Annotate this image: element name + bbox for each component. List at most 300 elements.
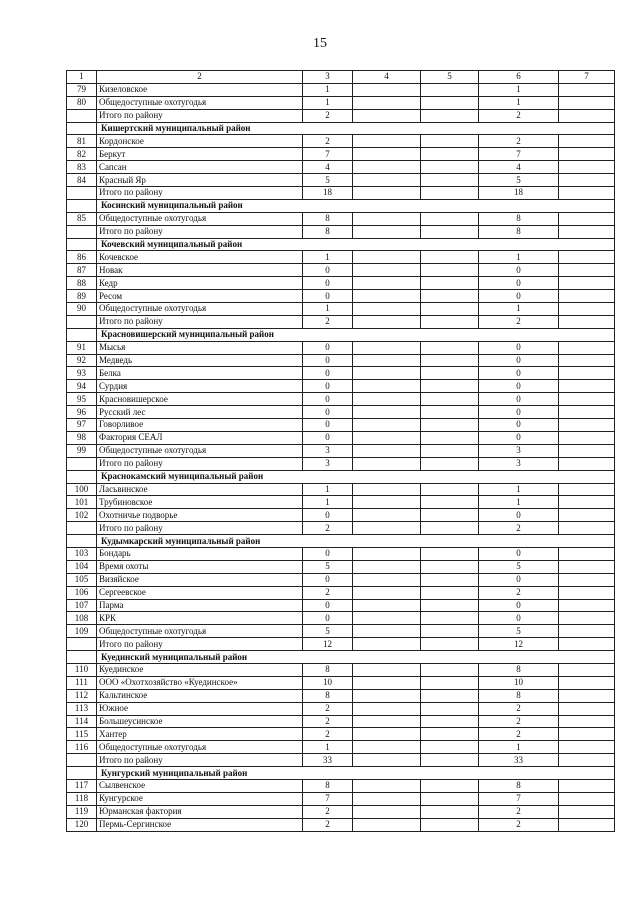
district-title: Красновишерский муниципальный район bbox=[97, 328, 615, 341]
table-cell-col-2: Хантер bbox=[97, 728, 303, 741]
table-cell-col-6: 1 bbox=[479, 303, 559, 316]
table-cell-col-1 bbox=[67, 457, 97, 470]
table-cell-col-5 bbox=[421, 612, 479, 625]
table-cell-col-7 bbox=[559, 367, 615, 380]
table-cell-col-1 bbox=[67, 638, 97, 651]
table-cell-col-6: 0 bbox=[479, 290, 559, 303]
table-body bbox=[67, 71, 615, 832]
table-cell-col-7 bbox=[559, 109, 615, 122]
table-cell-col-6: 2 bbox=[479, 522, 559, 535]
table-row bbox=[67, 547, 615, 560]
table-cell-col-2: Мысья bbox=[97, 341, 303, 354]
table-cell-col-1: 80 bbox=[67, 96, 97, 109]
table-cell-col-5 bbox=[421, 174, 479, 187]
table-cell-col-5 bbox=[421, 161, 479, 174]
table-cell-col-4 bbox=[353, 689, 421, 702]
table-cell-col-1: 91 bbox=[67, 341, 97, 354]
table-cell-col-7 bbox=[559, 779, 615, 792]
table-cell-col-3: 18 bbox=[303, 187, 353, 200]
table-cell-col-4 bbox=[353, 290, 421, 303]
district-group-row bbox=[67, 767, 615, 780]
table-cell-col-5 bbox=[421, 277, 479, 290]
table-cell-col-2: Куединское bbox=[97, 663, 303, 676]
table-cell-col-6: 10 bbox=[479, 676, 559, 689]
table-row bbox=[67, 599, 615, 612]
table-cell-col-2: Итого по району bbox=[97, 457, 303, 470]
table-cell-col-1: 95 bbox=[67, 393, 97, 406]
table-cell-col-1: 87 bbox=[67, 264, 97, 277]
table-cell-col-2: Кунгурское bbox=[97, 792, 303, 805]
table-cell-col-6: 0 bbox=[479, 419, 559, 432]
table-cell-col-7 bbox=[559, 354, 615, 367]
table-cell-col-4 bbox=[353, 393, 421, 406]
table-cell-col-4 bbox=[353, 457, 421, 470]
table-cell-col-2: Медведь bbox=[97, 354, 303, 367]
table-cell-col-7 bbox=[559, 457, 615, 470]
table-cell-col-1: 83 bbox=[67, 161, 97, 174]
row-number-cell bbox=[67, 238, 97, 251]
table-cell-col-5 bbox=[421, 663, 479, 676]
table-cell-col-2: Трубиновское bbox=[97, 496, 303, 509]
table-cell-col-1: 119 bbox=[67, 805, 97, 818]
table-cell-col-4 bbox=[353, 625, 421, 638]
table-cell-col-2: Юрманская фактория bbox=[97, 805, 303, 818]
table-cell-col-7 bbox=[559, 586, 615, 599]
table-cell-col-2: Итого по району bbox=[97, 109, 303, 122]
table-cell-col-4 bbox=[353, 303, 421, 316]
table-cell-col-3: 5 bbox=[303, 174, 353, 187]
district-title: Кунгурский муниципальный район bbox=[97, 767, 615, 780]
table-cell-col-1: 106 bbox=[67, 586, 97, 599]
table-cell-col-1: 97 bbox=[67, 419, 97, 432]
table-cell-col-7 bbox=[559, 689, 615, 702]
table-cell-col-4 bbox=[353, 573, 421, 586]
table-cell-col-6: 3 bbox=[479, 444, 559, 457]
table-cell-col-5 bbox=[421, 135, 479, 148]
table-cell-col-5 bbox=[421, 303, 479, 316]
table-cell-col-5 bbox=[421, 560, 479, 573]
table-cell-col-6: 4 bbox=[479, 161, 559, 174]
table-cell-col-1: 105 bbox=[67, 573, 97, 586]
table-cell-col-2: Итого по району bbox=[97, 225, 303, 238]
table-cell-col-3: 0 bbox=[303, 599, 353, 612]
table-cell-col-4 bbox=[353, 612, 421, 625]
district-group-row bbox=[67, 535, 615, 548]
table-row bbox=[67, 277, 615, 290]
table-cell-col-7 bbox=[559, 380, 615, 393]
table-cell-col-6: 8 bbox=[479, 225, 559, 238]
table-cell-col-6: 2 bbox=[479, 586, 559, 599]
table-cell-col-5 bbox=[421, 419, 479, 432]
table-cell-col-5 bbox=[421, 547, 479, 560]
table-cell-col-4 bbox=[353, 496, 421, 509]
table-cell-col-4 bbox=[353, 341, 421, 354]
table-cell-col-5 bbox=[421, 83, 479, 96]
table-cell-col-6: 2 bbox=[479, 702, 559, 715]
table-row bbox=[67, 380, 615, 393]
table-row bbox=[67, 187, 615, 200]
table-cell-col-3: 1 bbox=[303, 96, 353, 109]
table-cell-col-1: 109 bbox=[67, 625, 97, 638]
table-row bbox=[67, 367, 615, 380]
table-cell-col-4 bbox=[353, 522, 421, 535]
table-row bbox=[67, 354, 615, 367]
table-cell-col-4 bbox=[353, 547, 421, 560]
district-group-row bbox=[67, 122, 615, 135]
table-cell-col-2: ООО «Охотхозяйство «Куединское» bbox=[97, 676, 303, 689]
table-cell-col-6: 0 bbox=[479, 431, 559, 444]
table-row bbox=[67, 431, 615, 444]
table-cell-col-6: 0 bbox=[479, 393, 559, 406]
table-cell-col-4 bbox=[353, 638, 421, 651]
table-cell-col-6: 8 bbox=[479, 212, 559, 225]
table-cell-col-7 bbox=[559, 818, 615, 831]
table-cell-col-3: 0 bbox=[303, 380, 353, 393]
table-cell-col-4 bbox=[353, 419, 421, 432]
table-cell-col-1: 101 bbox=[67, 496, 97, 509]
table-cell-col-4 bbox=[353, 509, 421, 522]
table-cell-col-2: Сапсан bbox=[97, 161, 303, 174]
table-cell-col-5 bbox=[421, 444, 479, 457]
table-cell-col-2: Сурдия bbox=[97, 380, 303, 393]
district-group-row bbox=[67, 199, 615, 212]
table-row bbox=[67, 96, 615, 109]
table-cell-col-2: Кочевское bbox=[97, 251, 303, 264]
table-cell-col-2: Красный Яр bbox=[97, 174, 303, 187]
table-cell-col-5 bbox=[421, 818, 479, 831]
table-cell-col-3: 0 bbox=[303, 509, 353, 522]
table-row bbox=[67, 161, 615, 174]
table-row bbox=[67, 135, 615, 148]
row-number-cell bbox=[67, 328, 97, 341]
table-cell-col-2: Время охоты bbox=[97, 560, 303, 573]
district-title: Кишертский муниципальный район bbox=[97, 122, 615, 135]
table-cell-col-2: Кордонское bbox=[97, 135, 303, 148]
table-row bbox=[67, 251, 615, 264]
table-cell-col-2: Парма bbox=[97, 599, 303, 612]
header-cell-4: 4 bbox=[353, 71, 421, 84]
table-cell-col-2: Бондарь bbox=[97, 547, 303, 560]
table-cell-col-4 bbox=[353, 367, 421, 380]
table-row bbox=[67, 264, 615, 277]
table-cell-col-7 bbox=[559, 161, 615, 174]
table-cell-col-5 bbox=[421, 251, 479, 264]
table-cell-col-7 bbox=[559, 225, 615, 238]
table-cell-col-3: 0 bbox=[303, 419, 353, 432]
table-cell-col-7 bbox=[559, 264, 615, 277]
table-cell-col-5 bbox=[421, 792, 479, 805]
table-cell-col-7 bbox=[559, 702, 615, 715]
table-cell-col-6: 2 bbox=[479, 818, 559, 831]
table-cell-col-1: 92 bbox=[67, 354, 97, 367]
table-cell-col-4 bbox=[353, 251, 421, 264]
table-cell-col-1: 107 bbox=[67, 599, 97, 612]
table-cell-col-4 bbox=[353, 212, 421, 225]
table-cell-col-7 bbox=[559, 715, 615, 728]
table-cell-col-2: Сергеевское bbox=[97, 586, 303, 599]
table-cell-col-6: 0 bbox=[479, 341, 559, 354]
table-cell-col-2: Кизеловское bbox=[97, 83, 303, 96]
table-cell-col-2: Фактория СЕАЛ bbox=[97, 431, 303, 444]
table-cell-col-2: Белка bbox=[97, 367, 303, 380]
table-cell-col-5 bbox=[421, 586, 479, 599]
table-cell-col-2: Пермь-Сергинское bbox=[97, 818, 303, 831]
row-number-cell bbox=[67, 535, 97, 548]
table-cell-col-4 bbox=[353, 805, 421, 818]
table-cell-col-1: 79 bbox=[67, 83, 97, 96]
table-header-row bbox=[67, 71, 615, 84]
table-cell-col-7 bbox=[559, 315, 615, 328]
table-cell-col-6: 12 bbox=[479, 638, 559, 651]
table-cell-col-2: Итого по району bbox=[97, 754, 303, 767]
table-cell-col-4 bbox=[353, 380, 421, 393]
table-row bbox=[67, 779, 615, 792]
table-cell-col-2: Визяйское bbox=[97, 573, 303, 586]
header-cell-2: 2 bbox=[97, 71, 303, 84]
table-cell-col-3: 33 bbox=[303, 754, 353, 767]
table-cell-col-6: 0 bbox=[479, 354, 559, 367]
table-cell-col-6: 18 bbox=[479, 187, 559, 200]
table-cell-col-7 bbox=[559, 754, 615, 767]
table-cell-col-4 bbox=[353, 792, 421, 805]
table-cell-col-7 bbox=[559, 792, 615, 805]
table-cell-col-5 bbox=[421, 457, 479, 470]
table-cell-col-1: 112 bbox=[67, 689, 97, 702]
table-cell-col-1: 93 bbox=[67, 367, 97, 380]
table-cell-col-1: 100 bbox=[67, 483, 97, 496]
table-cell-col-6: 3 bbox=[479, 457, 559, 470]
table-cell-col-3: 1 bbox=[303, 483, 353, 496]
table-cell-col-1: 108 bbox=[67, 612, 97, 625]
district-title: Куединский муниципальный район bbox=[97, 651, 615, 664]
table-cell-col-7 bbox=[559, 612, 615, 625]
table-cell-col-5 bbox=[421, 290, 479, 303]
table-cell-col-7 bbox=[559, 599, 615, 612]
table-cell-col-6: 0 bbox=[479, 277, 559, 290]
table-cell-col-3: 10 bbox=[303, 676, 353, 689]
table-cell-col-2: Кедр bbox=[97, 277, 303, 290]
table-cell-col-7 bbox=[559, 303, 615, 316]
table-cell-col-2: Красновишерское bbox=[97, 393, 303, 406]
district-title: Кочевский муниципальный район bbox=[97, 238, 615, 251]
table-cell-col-3: 8 bbox=[303, 212, 353, 225]
table-cell-col-4 bbox=[353, 599, 421, 612]
table-cell-col-5 bbox=[421, 406, 479, 419]
table-cell-col-5 bbox=[421, 689, 479, 702]
table-cell-col-6: 2 bbox=[479, 728, 559, 741]
table-row bbox=[67, 315, 615, 328]
table-row bbox=[67, 419, 615, 432]
table-cell-col-3: 2 bbox=[303, 715, 353, 728]
table-cell-col-1: 110 bbox=[67, 663, 97, 676]
table-row bbox=[67, 457, 615, 470]
table-cell-col-7 bbox=[559, 573, 615, 586]
table-cell-col-1: 81 bbox=[67, 135, 97, 148]
table-cell-col-3: 8 bbox=[303, 689, 353, 702]
district-title: Краснокамский муниципальный район bbox=[97, 470, 615, 483]
table-cell-col-6: 1 bbox=[479, 483, 559, 496]
table-cell-col-1: 103 bbox=[67, 547, 97, 560]
table-row bbox=[67, 676, 615, 689]
table-cell-col-1 bbox=[67, 522, 97, 535]
table-cell-col-3: 0 bbox=[303, 406, 353, 419]
table-cell-col-1: 85 bbox=[67, 212, 97, 225]
table-cell-col-3: 0 bbox=[303, 431, 353, 444]
table-cell-col-1: 116 bbox=[67, 741, 97, 754]
table-cell-col-3: 0 bbox=[303, 393, 353, 406]
table-cell-col-1: 94 bbox=[67, 380, 97, 393]
table-cell-col-6: 0 bbox=[479, 599, 559, 612]
table-cell-col-6: 2 bbox=[479, 135, 559, 148]
row-number-cell bbox=[67, 767, 97, 780]
table-cell-col-6: 5 bbox=[479, 174, 559, 187]
table-cell-col-1: 118 bbox=[67, 792, 97, 805]
table-cell-col-3: 5 bbox=[303, 625, 353, 638]
table-cell-col-5 bbox=[421, 754, 479, 767]
table-cell-col-1: 90 bbox=[67, 303, 97, 316]
table-cell-col-3: 0 bbox=[303, 573, 353, 586]
table-cell-col-5 bbox=[421, 393, 479, 406]
table-cell-col-7 bbox=[559, 277, 615, 290]
table-row bbox=[67, 496, 615, 509]
table-row bbox=[67, 741, 615, 754]
table-cell-col-6: 1 bbox=[479, 496, 559, 509]
table-cell-col-1: 99 bbox=[67, 444, 97, 457]
table-cell-col-3: 0 bbox=[303, 264, 353, 277]
table-cell-col-1: 117 bbox=[67, 779, 97, 792]
table-cell-col-5 bbox=[421, 354, 479, 367]
page-number: 15 bbox=[313, 36, 327, 51]
table-cell-col-1: 114 bbox=[67, 715, 97, 728]
table-cell-col-5 bbox=[421, 715, 479, 728]
table-cell-col-5 bbox=[421, 96, 479, 109]
table-cell-col-7 bbox=[559, 135, 615, 148]
table-cell-col-6: 0 bbox=[479, 509, 559, 522]
table-cell-col-3: 1 bbox=[303, 496, 353, 509]
table-cell-col-4 bbox=[353, 728, 421, 741]
table-cell-col-3: 8 bbox=[303, 663, 353, 676]
table-row bbox=[67, 586, 615, 599]
table-cell-col-2: Общедоступные охотугодья bbox=[97, 212, 303, 225]
header-cell-6: 6 bbox=[479, 71, 559, 84]
table-cell-col-7 bbox=[559, 728, 615, 741]
table-cell-col-4 bbox=[353, 676, 421, 689]
table-cell-col-3: 4 bbox=[303, 161, 353, 174]
table-cell-col-5 bbox=[421, 212, 479, 225]
table-cell-col-1: 111 bbox=[67, 676, 97, 689]
table-cell-col-5 bbox=[421, 483, 479, 496]
table-cell-col-4 bbox=[353, 663, 421, 676]
table-cell-col-4 bbox=[353, 187, 421, 200]
table-cell-col-6: 1 bbox=[479, 251, 559, 264]
table-cell-col-2: Общедоступные охотугодья bbox=[97, 444, 303, 457]
table-cell-col-4 bbox=[353, 148, 421, 161]
table-cell-col-3: 1 bbox=[303, 303, 353, 316]
table-cell-col-7 bbox=[559, 805, 615, 818]
table-cell-col-1 bbox=[67, 225, 97, 238]
table-cell-col-1: 96 bbox=[67, 406, 97, 419]
table-cell-col-1 bbox=[67, 187, 97, 200]
table-cell-col-5 bbox=[421, 638, 479, 651]
table-cell-col-7 bbox=[559, 341, 615, 354]
table-cell-col-7 bbox=[559, 174, 615, 187]
district-group-row bbox=[67, 651, 615, 664]
table-cell-col-5 bbox=[421, 264, 479, 277]
district-title: Кудымкарский муниципальный район bbox=[97, 535, 615, 548]
table-cell-col-6: 0 bbox=[479, 380, 559, 393]
table-cell-col-5 bbox=[421, 148, 479, 161]
table-cell-col-3: 2 bbox=[303, 805, 353, 818]
table-row bbox=[67, 522, 615, 535]
table-cell-col-2: Общедоступные охотугодья bbox=[97, 303, 303, 316]
table-cell-col-2: Говорливое bbox=[97, 419, 303, 432]
table-cell-col-7 bbox=[559, 560, 615, 573]
table-cell-col-5 bbox=[421, 779, 479, 792]
table-row bbox=[67, 341, 615, 354]
table-cell-col-3: 0 bbox=[303, 612, 353, 625]
table-cell-col-1: 86 bbox=[67, 251, 97, 264]
table-cell-col-7 bbox=[559, 638, 615, 651]
table-cell-col-7 bbox=[559, 496, 615, 509]
table-cell-col-3: 1 bbox=[303, 741, 353, 754]
table-cell-col-5 bbox=[421, 187, 479, 200]
table-cell-col-1: 84 bbox=[67, 174, 97, 187]
table-cell-col-5 bbox=[421, 741, 479, 754]
table-cell-col-2: Южное bbox=[97, 702, 303, 715]
table-cell-col-5 bbox=[421, 341, 479, 354]
table-cell-col-4 bbox=[353, 277, 421, 290]
table-cell-col-7 bbox=[559, 393, 615, 406]
table-row bbox=[67, 560, 615, 573]
table-row bbox=[67, 689, 615, 702]
district-group-row bbox=[67, 470, 615, 483]
table-cell-col-4 bbox=[353, 161, 421, 174]
table-cell-col-6: 0 bbox=[479, 547, 559, 560]
table-cell-col-2: Сылвенское bbox=[97, 779, 303, 792]
table-cell-col-4 bbox=[353, 560, 421, 573]
table-cell-col-2: Итого по району bbox=[97, 187, 303, 200]
table-cell-col-6: 7 bbox=[479, 148, 559, 161]
table-cell-col-5 bbox=[421, 805, 479, 818]
table-cell-col-1: 98 bbox=[67, 431, 97, 444]
table-cell-col-4 bbox=[353, 264, 421, 277]
table-cell-col-5 bbox=[421, 599, 479, 612]
table-cell-col-7 bbox=[559, 96, 615, 109]
table-cell-col-5 bbox=[421, 431, 479, 444]
table-cell-col-3: 0 bbox=[303, 354, 353, 367]
table-cell-col-7 bbox=[559, 483, 615, 496]
table-cell-col-3: 0 bbox=[303, 547, 353, 560]
table-cell-col-4 bbox=[353, 174, 421, 187]
table-cell-col-2: Новак bbox=[97, 264, 303, 277]
district-title: Косинский муниципальный район bbox=[97, 199, 615, 212]
table-row bbox=[67, 715, 615, 728]
table-cell-col-4 bbox=[353, 135, 421, 148]
table-cell-col-2: Итого по району bbox=[97, 315, 303, 328]
table-cell-col-5 bbox=[421, 522, 479, 535]
table-row bbox=[67, 792, 615, 805]
table-cell-col-1: 88 bbox=[67, 277, 97, 290]
table-cell-col-2: Русский лес bbox=[97, 406, 303, 419]
table-row bbox=[67, 290, 615, 303]
table-cell-col-4 bbox=[353, 702, 421, 715]
table-cell-col-2: Итого по району bbox=[97, 522, 303, 535]
table-row bbox=[67, 509, 615, 522]
table-cell-col-5 bbox=[421, 367, 479, 380]
table-cell-col-3: 0 bbox=[303, 277, 353, 290]
table-cell-col-3: 8 bbox=[303, 779, 353, 792]
table-cell-col-4 bbox=[353, 741, 421, 754]
